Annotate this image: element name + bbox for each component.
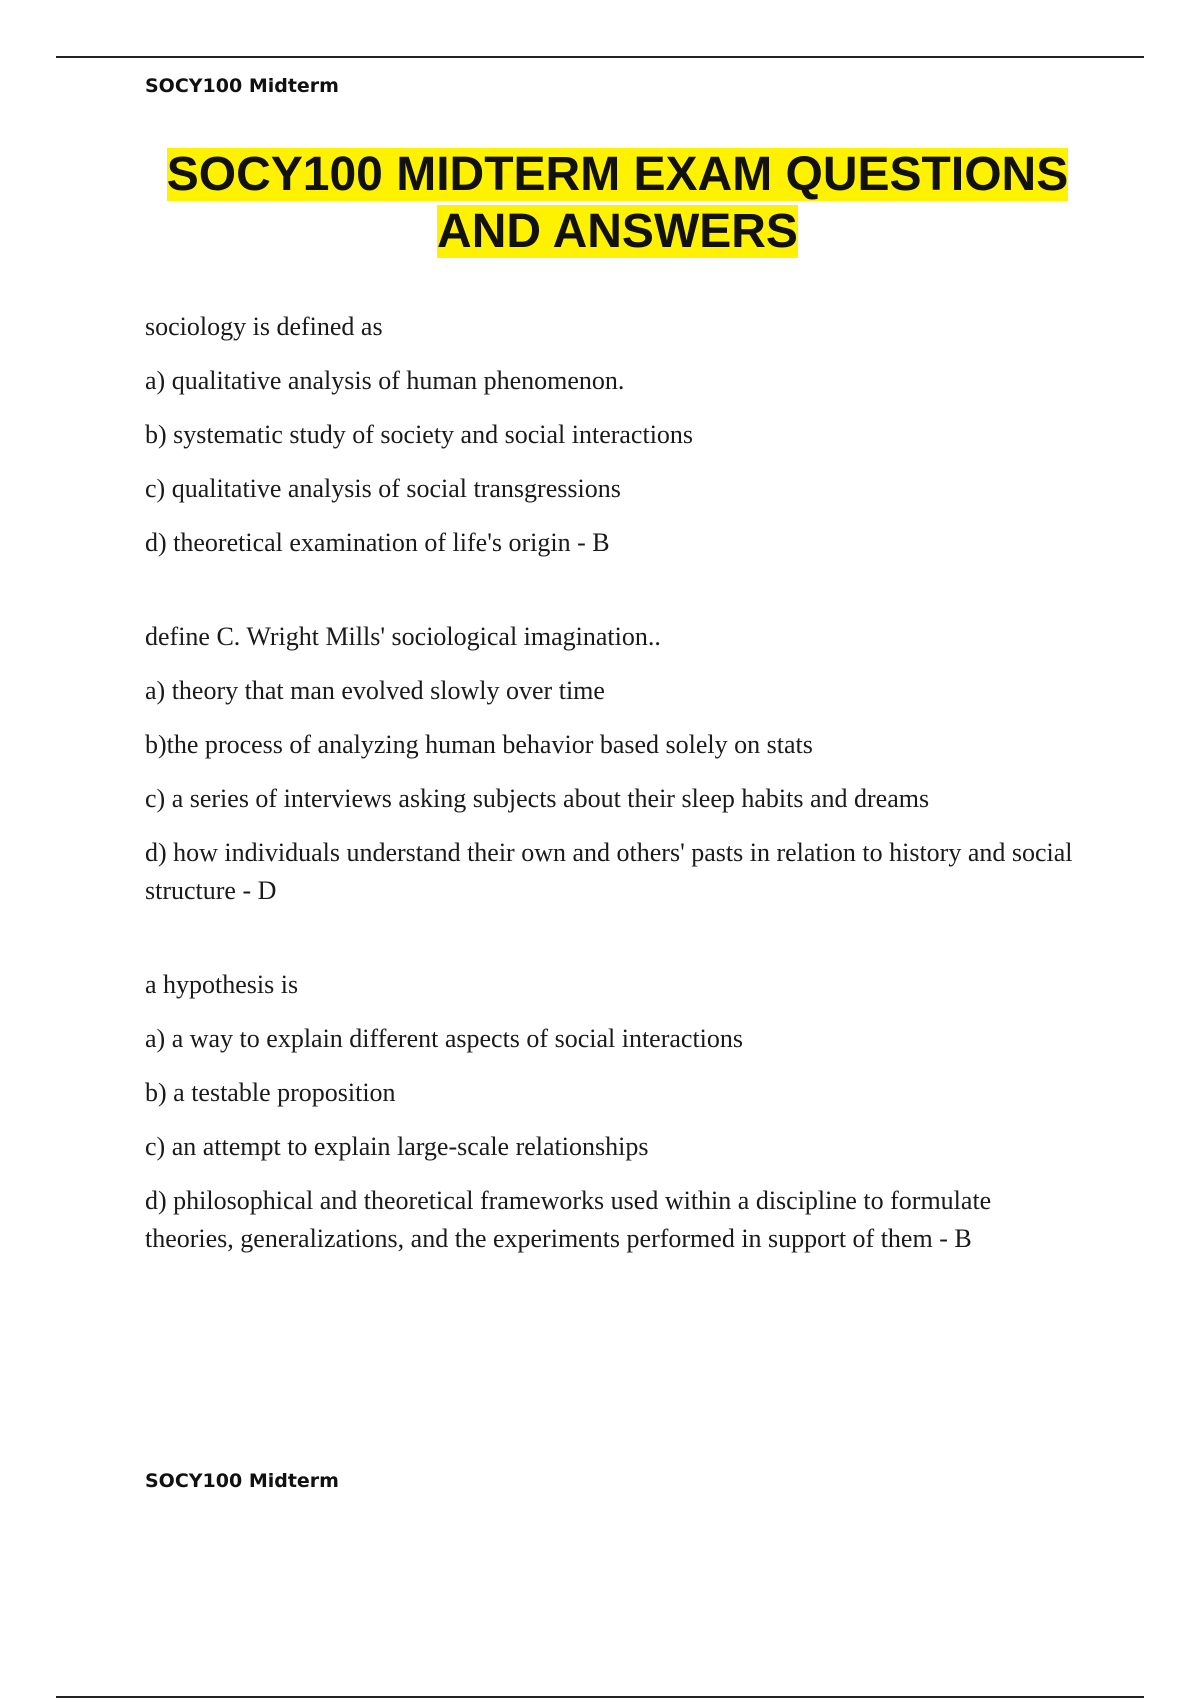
- option-d: d) how individuals understand their own and others' pasts in relation to history and social structure - D: [145, 838, 1073, 905]
- option-b: b)the process of analyzing human behavior based solely on stats: [145, 730, 813, 759]
- top-rule: [56, 56, 1144, 58]
- option-b: b) systematic study of society and social interactions: [145, 420, 694, 449]
- question-prompt: a hypothesis is: [145, 970, 299, 999]
- question-prompt: sociology is defined as: [145, 312, 383, 341]
- running-footer: SOCY100 Midterm: [145, 1470, 339, 1492]
- option-a: a) a way to explain different aspects of social interactions: [145, 1024, 744, 1053]
- questions-list: [145, 308, 1085, 1314]
- option-c: c) an attempt to explain large-scale relationships: [145, 1132, 649, 1161]
- question-2: [145, 618, 1085, 910]
- option-a: a) theory that man evolved slowly over time: [145, 676, 605, 705]
- option-c: c) a series of interviews asking subjects about their sleep habits and dreams: [145, 784, 930, 813]
- option-c: c) qualitative analysis of social transgressions: [145, 474, 621, 503]
- option-d: d) philosophical and theoretical frameworks used within a discipline to formulate theories, generalizations, and the experiments performed in support of them - B: [145, 1186, 992, 1253]
- question-3: [145, 966, 1085, 1258]
- option-b: b) a testable proposition: [145, 1078, 396, 1107]
- title-line-1: SOCY100 MIDTERM EXAM QUESTIONS: [166, 148, 1069, 201]
- bottom-rule: [56, 1696, 1144, 1698]
- running-header: SOCY100 Midterm: [145, 75, 339, 97]
- option-a: a) qualitative analysis of human phenomenon.: [145, 366, 625, 395]
- question-prompt: define C. Wright Mills' sociological imagination..: [145, 622, 661, 651]
- page-title: [100, 146, 1135, 260]
- title-line-2: AND ANSWERS: [437, 205, 798, 258]
- question-1: [145, 308, 1085, 562]
- option-d: d) theoretical examination of life's origin - B: [145, 528, 610, 557]
